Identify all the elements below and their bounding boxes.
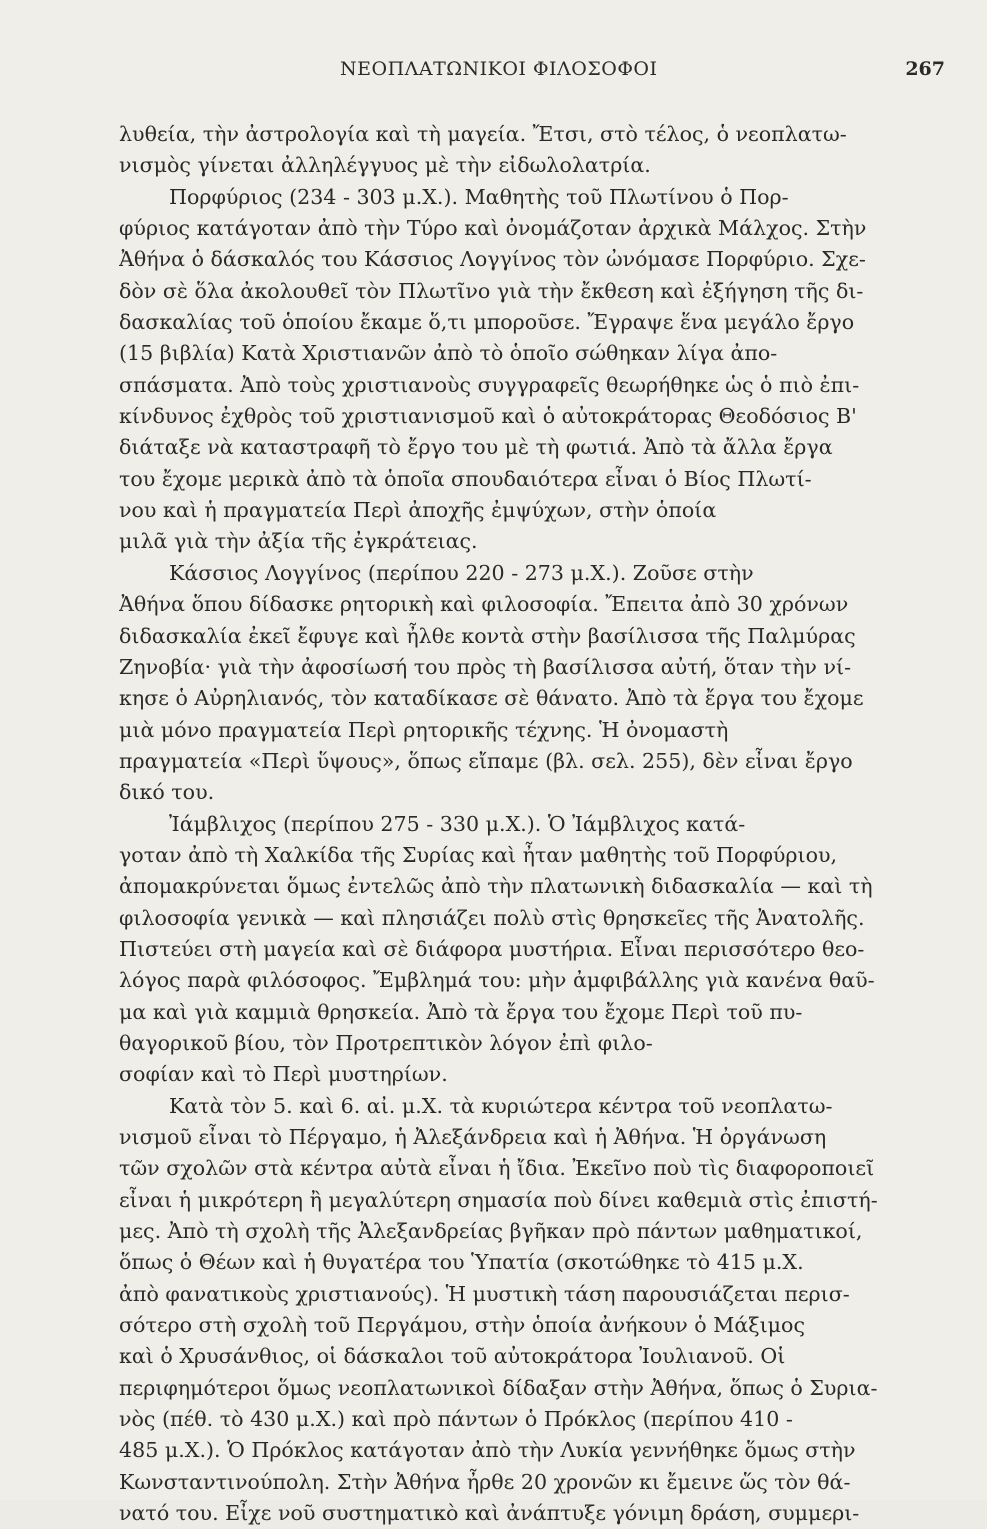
text-line: νισμὸς γίνεται ἀλληλέγγυος μὲ τὴν εἰδωλολατρία. [119,153,651,178]
text-line: νισμοῦ εἶναι τὸ Πέργαμο, ἡ Ἀλεξάνδρεια καὶ ἡ Ἀθήνα. Ἡ ὀργάνωση [119,1125,827,1149]
text-line: Ἀθήνα ὅπου δίδασκε ρητορικὴ καὶ φιλοσοφία. Ἔπειτα ἀπὸ 30 χρόνων [119,592,849,617]
text-line: Κάσσιος Λογγίνος (περίπου 220 - 273 μ.Χ.). Ζοῦσε στὴν [169,560,754,585]
text-line: νὸς (πέθ. τὸ 430 μ.Χ.) καὶ πρὸ πάντων ὁ Πρόκλος (περίπου 410 - [119,1407,793,1432]
text-line: φύριος κατάγοταν ἀπὸ τὴν Τύρο καὶ ὀνομάζοταν ἀρχικὰ Μάλχος. Στὴν [119,216,867,241]
text-line: δασκαλίας τοῦ ὁποίου ἔκαμε ὅ,τι μποροῦσε. Ἔγραψε ἕνα μεγάλο ἔργο [119,310,855,335]
text-line: εἶναι ἡ μικρότερη ἢ μεγαλύτερη σημασία ποὺ δίνει καθεμιὰ στὶς ἐπιστή- [119,1187,878,1212]
text-line: (15 βιβλία) Κατὰ Χριστιανῶν ἀπὸ τὸ ὁποῖο σώθηκαν λίγα ἀπο- [119,341,778,366]
text-line: Ζηνοβία· γιὰ τὴν ἀφοσίωσή του πρὸς τὴ βασίλισσα αὐτή, ὅταν τὴν νί- [119,654,852,679]
text-line: φιλοσοφία γενικὰ — καὶ πλησιάζει πολὺ στὶς θρησκεῖες τῆς Ἀνατολῆς. [119,905,865,930]
text-line: σότερο στὴ σχολὴ τοῦ Περγάμου, στὴν ὁποία ἀνήκουν ὁ Μάξιμος [119,1313,805,1338]
text-line: λυθεία, τὴν ἀστρολογία καὶ τὴ μαγεία. Ἔτσι, στὸ τέλος, ὁ νεοπλατω- [119,122,847,146]
text-line: Πορφύριος (234 - 303 μ.Χ.). Μαθητὴς τοῦ Πλωτίνου ὁ Πορ- [169,184,789,209]
text-line: νου καὶ ἡ πραγματεία Περὶ ἀποχῆς ἐμψύχων, στὴν ὁποία [119,498,717,523]
text-line: Πιστεύει στὴ μαγεία καὶ σὲ διάφορα μυστήρια. Εἶναι περισσότερο θεο- [119,936,865,961]
text-line: ἀπὸ φανατικοὺς χριστιανούς). Ἡ μυστικὴ τάση παρουσιάζεται περισ- [119,1281,850,1306]
text-line: 485 μ.Χ.). Ὁ Πρόκλος κατάγοταν ἀπὸ τὴν Λυκία γεννήθηκε ὅμως στὴν [119,1438,856,1463]
text-line: ὅπως ὁ Θέων καὶ ἡ θυγατέρα του Ὑπατία (σκοτώθηκε τὸ 415 μ.Χ. [119,1250,804,1275]
text-line: διάταξε νὰ καταστραφῆ τὸ ἔργο του μὲ τὴ φωτιά. Ἀπὸ τὰ ἄλλα ἔργα [119,435,833,460]
text-line: του ἔχομε μερικὰ ἀπὸ τὰ ὁποῖα σπουδαιότερα εἶναι ὁ Βίος Πλωτί- [119,466,812,491]
body-text [119,119,941,1529]
text-line: δικό του. [119,780,215,805]
text-line: Ἰάμβλιχος (περίπου 275 - 330 μ.Χ.). Ὁ Ἰάμβλιχος κατά- [169,811,746,836]
text-line: Κατὰ τὸν 5. καὶ 6. αἰ. μ.Χ. τὰ κυριώτερα κέντρα τοῦ νεοπλατω- [169,1093,833,1118]
text-line: περιφημότεροι ὅμως νεοπλατωνικοὶ δίδαξαν στὴν Ἀθήνα, ὅπως ὁ Συρια- [119,1375,878,1400]
text-line: σοφίαν καὶ τὸ Περὶ μυστηρίων. [119,1062,448,1087]
text-line: μιὰ μόνο πραγματεία Περὶ ρητορικῆς τέχνης. Ἡ ὀνομαστὴ [119,717,729,742]
text-line: κησε ὁ Αὐρηλιανός, τὸν καταδίκασε σὲ θάνατο. Ἀπὸ τὰ ἔργα του ἔχομε [119,686,864,711]
text-line: διδασκαλία ἐκεῖ ἔφυγε καὶ ἦλθε κοντὰ στὴν βασίλισσα τῆς Παλμύρας [119,623,856,648]
text-line: γοταν ἀπὸ τὴ Χαλκίδα τῆς Συρίας καὶ ἦταν μαθητὴς τοῦ Πορφύριου, [119,842,838,867]
text-line: μιλᾶ γιὰ τὴν ἀξία τῆς ἐγκράτειας. [119,529,478,554]
text-line: λόγος παρὰ φιλόσοφος. Ἔμβλημά του: μὴν ἀμφιβάλλης γιὰ κανένα θαῦ- [119,968,875,993]
running-title: ΝΕΟΠΛΑΤΩΝΙΚΟΙ ΦΙΛΟΣΟΦΟΙ [340,58,658,80]
text-line: σπάσματα. Ἀπὸ τοὺς χριστιανοὺς συγγραφεῖς θεωρήθηκε ὡς ὁ πιὸ ἐπι- [119,372,860,397]
page-number: 267 [905,58,945,80]
text-line: μα καὶ γιὰ καμμιὰ θρησκεία. Ἀπὸ τὰ ἔργα του ἔχομε Περὶ τοῦ πυ- [119,999,803,1024]
text-line: πραγματεία «Περὶ ὕψους», ὅπως εἴπαμε (βλ. σελ. 255), δὲν εἶναι ἔργο [119,748,853,773]
text-line: καὶ ὁ Χρυσάνθιος, οἱ δάσκαλοι τοῦ αὐτοκράτορα Ἰουλιανοῦ. Οἱ [119,1344,786,1369]
text-line: Κωνσταντινούπολη. Στὴν Ἀθήνα ἦρθε 20 χρονῶν κι ἔμεινε ὥς τὸν θά- [119,1469,851,1494]
text-line: τῶν σχολῶν στὰ κέντρα αὐτὰ εἶναι ἡ ἴδια. Ἐκεῖνο ποὺ τὶς διαφοροποιεῖ [119,1156,875,1181]
text-line: θαγορικοῦ βίου, τὸν Προτρεπτικὸν λόγον ἐπὶ φιλο- [119,1030,653,1055]
text-line: μες. Ἀπὸ τὴ σχολὴ τῆς Ἀλεξανδρείας βγῆκαν πρὸ πάντων μαθηματικοί, [119,1219,863,1244]
text-line: Ἀθήνα ὁ δάσκαλός του Κάσσιος Λογγίνος τὸν ὠνόμασε Πορφύριο. Σχε- [119,247,866,272]
text-line: ἀπομακρύνεται ὅμως ἐντελῶς ἀπὸ τὴν πλατωνικὴ διδασκαλία — καὶ τὴ [119,874,873,899]
text-line: δὸν σὲ ὅλα ἀκολουθεῖ τὸν Πλωτῖνο γιὰ τὴν ἔκθεση καὶ ἐξήγηση τῆς δι- [119,278,864,303]
text-line: κίνδυνος ἐχθρὸς τοῦ χριστιανισμοῦ καὶ ὁ αὐτοκράτορας Θεοδόσιος Β' [119,404,857,429]
page-header [0,58,987,88]
text-line: νατό του. Εἶχε νοῦ συστηματικὸ καὶ ἀνάπτυξε γόνιμη δράση, συμμερι- [119,1501,860,1526]
